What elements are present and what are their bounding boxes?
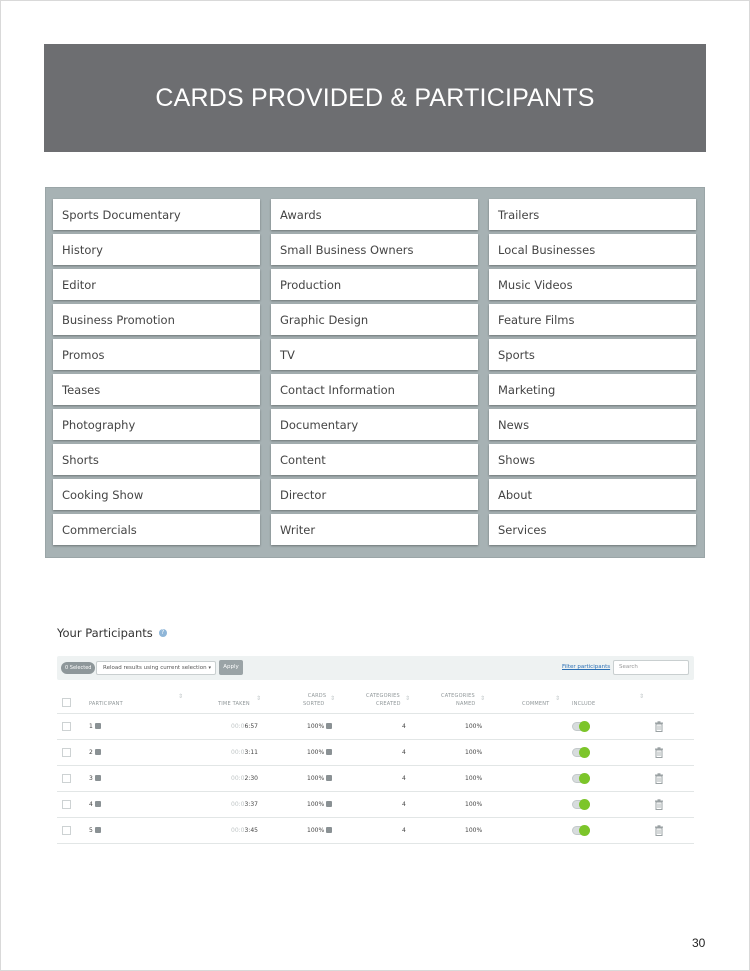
cards-sorted-cell: [307, 749, 332, 757]
page-title: CARDS PROVIDED & PARTICIPANTS: [155, 83, 595, 112]
time-prefix: 00:0: [231, 827, 245, 834]
card-item: Writer: [271, 514, 478, 545]
cards-sorted: 100%: [307, 723, 325, 730]
search-input[interactable]: Search: [613, 660, 689, 675]
info-icon[interactable]: ?: [159, 629, 167, 637]
header-banner: [44, 44, 706, 152]
column-include[interactable]: INCLUDE: [572, 701, 596, 707]
apply-button[interactable]: Apply: [219, 660, 243, 675]
card-item: Graphic Design: [271, 304, 478, 335]
categories-created: 4: [402, 827, 406, 834]
participant-id-cell: [89, 801, 101, 809]
participants-table: [57, 688, 694, 844]
cards-sorted: 100%: [307, 775, 325, 782]
categories-created: 4: [402, 801, 406, 808]
card-item: Small Business Owners: [271, 234, 478, 265]
time-taken-cell: [231, 723, 258, 731]
column-time-taken[interactable]: TIME TAKEN: [218, 701, 250, 707]
card-item: Feature Films: [489, 304, 696, 335]
cards-sorted-cell: [307, 827, 332, 835]
cards-sorted-cell: [307, 723, 332, 731]
sort-icon[interactable]: ⇕: [256, 695, 262, 702]
time-prefix: 00:0: [231, 749, 245, 756]
time-taken: 6:57: [244, 723, 258, 730]
column-cards-sorted-line2[interactable]: SORTED: [303, 701, 325, 707]
participant-id: 2: [89, 749, 93, 756]
table-row[interactable]: [57, 818, 694, 844]
column-categories-named-line2[interactable]: NAMED: [456, 701, 476, 707]
trash-icon[interactable]: [654, 721, 664, 732]
card-item: Commercials: [53, 514, 260, 545]
participants-header: [57, 626, 697, 640]
time-taken-cell: [231, 827, 258, 835]
include-toggle[interactable]: [572, 722, 590, 731]
time-prefix: 00:0: [231, 775, 245, 782]
categories-named: 100%: [465, 723, 483, 730]
toggle-knob: [579, 773, 590, 784]
select-all-checkbox[interactable]: [62, 698, 71, 707]
trash-icon[interactable]: [654, 799, 664, 810]
table-row[interactable]: [57, 714, 694, 740]
cards-sorted: 100%: [307, 801, 325, 808]
page-number: 30: [692, 936, 706, 950]
toggle-knob: [579, 825, 590, 836]
card-item: Local Businesses: [489, 234, 696, 265]
include-toggle[interactable]: [572, 774, 590, 783]
column-cards-sorted-line1[interactable]: CARDS: [307, 693, 327, 699]
card-item: Shorts: [53, 444, 260, 475]
card-item: Sports: [489, 339, 696, 370]
card-item: Marketing: [489, 374, 696, 405]
trash-icon[interactable]: [654, 773, 664, 784]
edit-icon[interactable]: [95, 749, 101, 755]
cards-sorted: 100%: [307, 749, 325, 756]
reload-select-value: Reload results using current selection: [103, 665, 207, 671]
card-item: Content: [271, 444, 478, 475]
column-categories-created-line2[interactable]: CREATED: [376, 701, 401, 707]
card-item: Production: [271, 269, 478, 300]
participants-section: [57, 626, 697, 834]
participants-title: Your Participants: [57, 626, 153, 640]
participant-id: 1: [89, 723, 93, 730]
card-item: Director: [271, 479, 478, 510]
categories-named: 100%: [465, 801, 483, 808]
column-comment[interactable]: COMMENT: [522, 701, 550, 707]
card-item: Sports Documentary: [53, 199, 260, 230]
participants-toolbar: [57, 656, 694, 680]
card-item: TV: [271, 339, 478, 370]
table-row[interactable]: [57, 792, 694, 818]
row-checkbox[interactable]: [62, 826, 71, 835]
sort-icon[interactable]: ⇕: [480, 695, 486, 702]
time-prefix: 00:0: [231, 723, 245, 730]
card-item: Documentary: [271, 409, 478, 440]
card-item: Promos: [53, 339, 260, 370]
edit-icon[interactable]: [326, 723, 332, 729]
column-categories-created-line1[interactable]: CATEGORIES: [366, 693, 400, 699]
toggle-knob: [579, 799, 590, 810]
card-item: Business Promotion: [53, 304, 260, 335]
categories-created: 4: [402, 723, 406, 730]
include-toggle[interactable]: [572, 748, 590, 757]
categories-created: 4: [402, 749, 406, 756]
card-item: History: [53, 234, 260, 265]
card-item: About: [489, 479, 696, 510]
time-taken-cell: [231, 801, 258, 809]
categories-created: 4: [402, 775, 406, 782]
categories-named: 100%: [465, 775, 483, 782]
cards-sorted-cell: [307, 801, 332, 809]
time-taken: 2:30: [244, 775, 258, 782]
participant-id-cell: [89, 723, 101, 731]
row-checkbox[interactable]: [62, 774, 71, 783]
edit-icon[interactable]: [326, 749, 332, 755]
card-item: Trailers: [489, 199, 696, 230]
time-taken-cell: [231, 775, 258, 783]
time-prefix: 00:0: [231, 801, 245, 808]
sort-icon[interactable]: ⇕: [330, 695, 336, 702]
participant-id-cell: [89, 775, 101, 783]
card-item: Shows: [489, 444, 696, 475]
edit-icon[interactable]: [326, 801, 332, 807]
trash-icon[interactable]: [654, 747, 664, 758]
categories-named: 100%: [465, 827, 483, 834]
card-item: News: [489, 409, 696, 440]
edit-icon[interactable]: [95, 775, 101, 781]
participant-id: 4: [89, 801, 93, 808]
card-item: Teases: [53, 374, 260, 405]
sort-icon[interactable]: ⇕: [639, 693, 645, 700]
card-item: Cooking Show: [53, 479, 260, 510]
card-item: Music Videos: [489, 269, 696, 300]
cards-panel: [45, 187, 705, 558]
table-row[interactable]: [57, 740, 694, 766]
reload-results-select[interactable]: [96, 661, 216, 675]
edit-icon[interactable]: [95, 723, 101, 729]
edit-icon[interactable]: [95, 801, 101, 807]
column-categories-named-line1[interactable]: CATEGORIES: [441, 693, 475, 699]
trash-icon[interactable]: [654, 825, 664, 836]
cards-sorted-cell: [307, 775, 332, 783]
participant-id: 5: [89, 827, 93, 834]
time-taken: 3:45: [244, 827, 258, 834]
include-toggle[interactable]: [572, 826, 590, 835]
filter-participants-link[interactable]: Filter participants: [562, 664, 611, 670]
card-item: Awards: [271, 199, 478, 230]
time-taken: 3:11: [244, 749, 258, 756]
toggle-knob: [579, 747, 590, 758]
card-item: Editor: [53, 269, 260, 300]
edit-icon[interactable]: [326, 775, 332, 781]
sort-icon[interactable]: ⇕: [178, 693, 184, 700]
participant-id-cell: [89, 827, 101, 835]
card-item: Contact Information: [271, 374, 478, 405]
toggle-knob: [579, 721, 590, 732]
table-row[interactable]: [57, 766, 694, 792]
edit-icon[interactable]: [95, 827, 101, 833]
row-checkbox[interactable]: [62, 748, 71, 757]
row-checkbox[interactable]: [62, 800, 71, 809]
participant-id: 3: [89, 775, 93, 782]
table-header: [57, 688, 694, 714]
selected-count-badge: 0 Selected: [61, 662, 95, 674]
include-toggle[interactable]: [572, 800, 590, 809]
table-body: [57, 714, 694, 844]
sort-icon[interactable]: ⇕: [555, 695, 561, 702]
column-participant[interactable]: PARTICIPANT: [89, 701, 123, 707]
card-item: Photography: [53, 409, 260, 440]
card-item: Services: [489, 514, 696, 545]
categories-named: 100%: [465, 749, 483, 756]
cards-sorted: 100%: [307, 827, 325, 834]
row-checkbox[interactable]: [62, 722, 71, 731]
time-taken: 3:37: [244, 801, 258, 808]
time-taken-cell: [231, 749, 258, 757]
edit-icon[interactable]: [326, 827, 332, 833]
sort-icon[interactable]: ⇕: [405, 695, 411, 702]
chevron-down-icon: ▾: [208, 665, 211, 671]
participant-id-cell: [89, 749, 101, 757]
